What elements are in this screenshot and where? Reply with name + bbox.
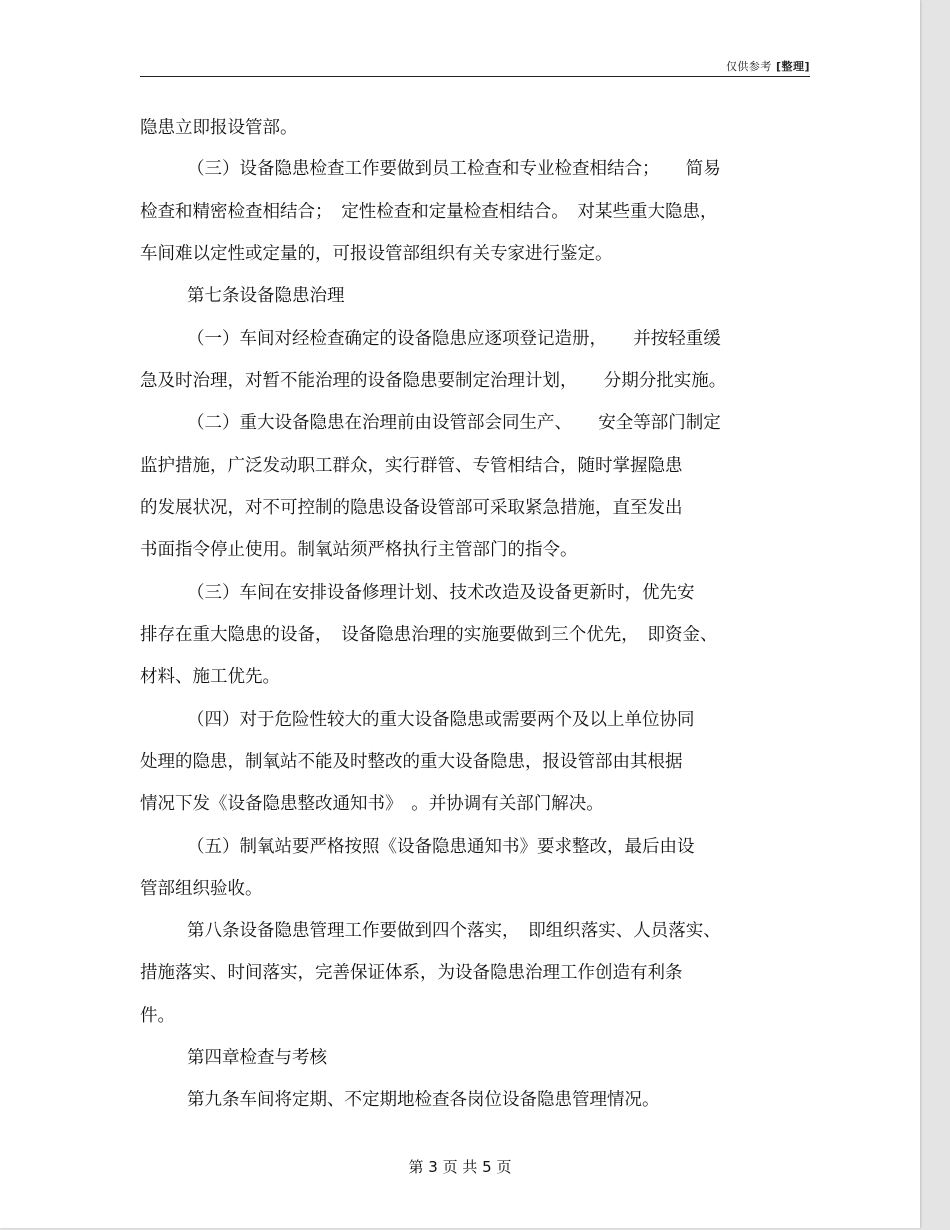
body-line: 第九条车间将定期、不定期地检查各岗位设备隐患管理情况。 (187, 1090, 660, 1110)
body-line: （三）车间在安排设备修理计划、技术改造及设备更新时，优先安 (187, 583, 695, 603)
body-line: （三）设备隐患检查工作要做到员工检查和专业检查相结合； 简易 (187, 159, 721, 179)
body-line: （五）制氧站要严格按照《设备隐患通知书》要求整改，最后由设 (187, 837, 695, 857)
section-heading: 第七条设备隐患治理 (187, 286, 345, 306)
body-line: 措施落实、时间落实，完善保证体系，为设备隐患治理工作创造有利条 (140, 963, 683, 983)
body-line: 急及时治理，对暂不能治理的设备隐患要制定治理计划， 分期分批实施。 (140, 371, 727, 391)
body-line: 书面指令停止使用。制氧站须严格执行主管部门的指令。 (140, 540, 578, 560)
body-line: 情况下发《设备隐患整改通知书》 。并协调有关部门解决。 (140, 794, 604, 814)
body-line: 排存在重大隐患的设备， 设备隐患治理的实施要做到三个优先， 即资金、 (140, 625, 718, 645)
body-line: 件。 (140, 1006, 175, 1026)
body-line: 车间难以定性或定量的，可报设管部组织有关专家进行鉴定。 (140, 244, 613, 264)
header-text (726, 58, 810, 74)
body-line: 监护措施，广泛发动职工群众，实行群管、专管相结合，随时掌握隐患 (140, 456, 683, 476)
body-line: 检查和精密检查相结合； 定性检查和定量检查相结合。 对某些重大隐患， (140, 202, 718, 222)
body-line: 管部组织验收。 (140, 879, 263, 899)
section-heading: 第四章检查与考核 (187, 1048, 327, 1068)
body-line: （四）对于危险性较大的重大设备隐患或需要两个及以上单位协同 (187, 710, 695, 730)
body-line: 隐患立即报设管部。 (140, 118, 298, 138)
page-header (140, 56, 810, 77)
body-line: 材料、施工优先。 (140, 667, 280, 687)
body-line: 处理的隐患，制氧站不能及时整改的重大设备隐患，报设管部由其根据 (140, 752, 683, 772)
body-line: 第八条设备隐患管理工作要做到四个落实， 即组织落实、人员落实、 (187, 921, 721, 941)
body-line: （一）车间对经检查确定的设备隐患应逐项登记造册， 并按轻重缓 (187, 329, 721, 349)
body-line: （二）重大设备隐患在治理前由设管部会同生产、 安全等部门制定 (187, 413, 721, 433)
header-label: 仅供参考 (725, 60, 772, 73)
header-tag: [整理] (775, 60, 810, 73)
page-footer: 第 3 页 共 5 页 (408, 1158, 512, 1176)
body-line: 的发展状况，对不可控制的隐患设备设管部可采取紧急措施，直至发出 (140, 498, 683, 518)
